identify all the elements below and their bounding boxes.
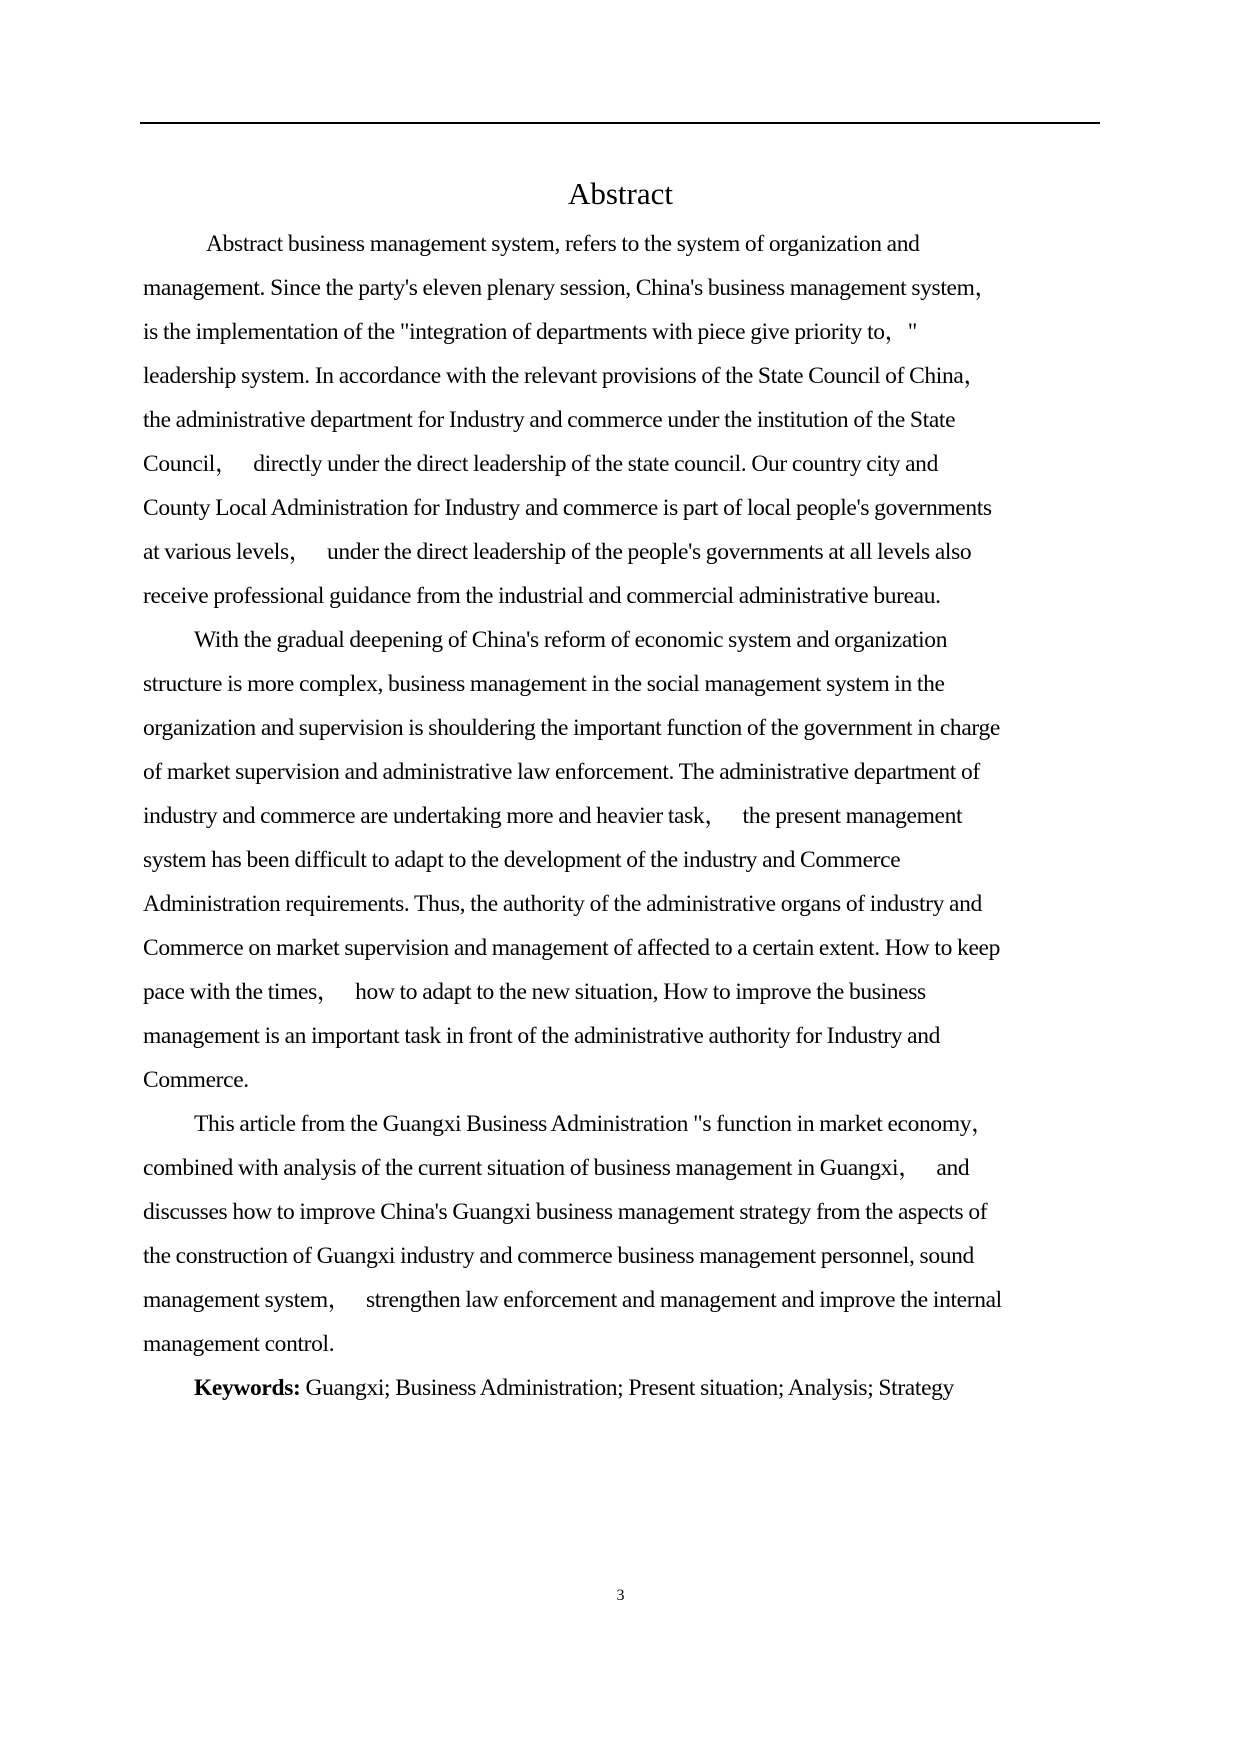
text-line: This article from the Guangxi Business Administration "s function in market economy，	[194, 1111, 995, 1137]
text-line: Abstract business management system, refers to the system of organization and	[206, 231, 920, 257]
header-rule	[140, 122, 1100, 124]
paragraph-2	[143, 618, 1103, 1102]
text-line: management control.	[143, 1331, 335, 1357]
text-line: receive professional guidance from the industrial and commercial administrative bureau.	[143, 583, 941, 609]
text-line: combined with analysis of the current situation of business management in Guangxi， and	[143, 1155, 970, 1181]
paragraph-1	[143, 222, 1103, 618]
text-line: organization and supervision is shouldering the important function of the government in charge	[143, 715, 1000, 741]
text-line: system has been difficult to adapt to the development of the industry and Commerce	[143, 847, 901, 873]
text-line: of market supervision and administrative law enforcement. The administrative department of	[143, 759, 980, 785]
text-line: structure is more complex, business management in the social management system in the	[143, 671, 945, 697]
text-line: at various levels， under the direct leadership of the people's governments at all levels also	[143, 539, 972, 565]
text-line: Commerce on market supervision and management of affected to a certain extent. How to keep	[143, 935, 1001, 961]
text-line: discusses how to improve China's Guangxi business management strategy from the aspects of	[143, 1199, 988, 1225]
text-line: the construction of Guangxi industry and commerce business management personnel, sound	[143, 1243, 974, 1269]
text-line: leadership system. In accordance with the relevant provisions of the State Council of China，	[143, 363, 987, 389]
keywords-label: Keywords:	[194, 1375, 301, 1401]
page-number: 3	[616, 1587, 625, 1604]
text-line: Administration requirements. Thus, the authority of the administrative organs of industry and	[143, 891, 982, 917]
text-line: Council， directly under the direct leadership of the state council. Our country city and	[143, 451, 938, 477]
text-line: the administrative department for Industry and commerce under the institution of the State	[143, 407, 956, 433]
text-line: is the implementation of the "integration of departments with piece give priority to，"	[143, 319, 918, 345]
paragraph-3	[143, 1102, 1103, 1366]
keywords-line	[143, 1366, 1103, 1410]
text-line: pace with the times， how to adapt to the new situation, How to improve the business	[143, 979, 926, 1005]
text-line: With the gradual deepening of China's reform of economic system and organization	[194, 627, 948, 653]
text-line: County Local Administration for Industry and commerce is part of local people's governments	[143, 495, 992, 521]
abstract-body	[143, 222, 1103, 1410]
text-line: management system， strengthen law enforcement and management and improve the internal	[143, 1287, 1002, 1313]
keywords-value: Guangxi; Business Administration; Present situation; Analysis; Strategy	[300, 1375, 954, 1401]
text-line: Commerce.	[143, 1067, 249, 1093]
page-title: Abstract	[567, 176, 674, 211]
text-line: management is an important task in front of the administrative authority for Industry and	[143, 1023, 941, 1049]
text-line: management. Since the party's eleven plenary session, China's business management system，	[143, 275, 998, 301]
text-line: industry and commerce are undertaking more and heavier task， the present management	[143, 803, 963, 829]
